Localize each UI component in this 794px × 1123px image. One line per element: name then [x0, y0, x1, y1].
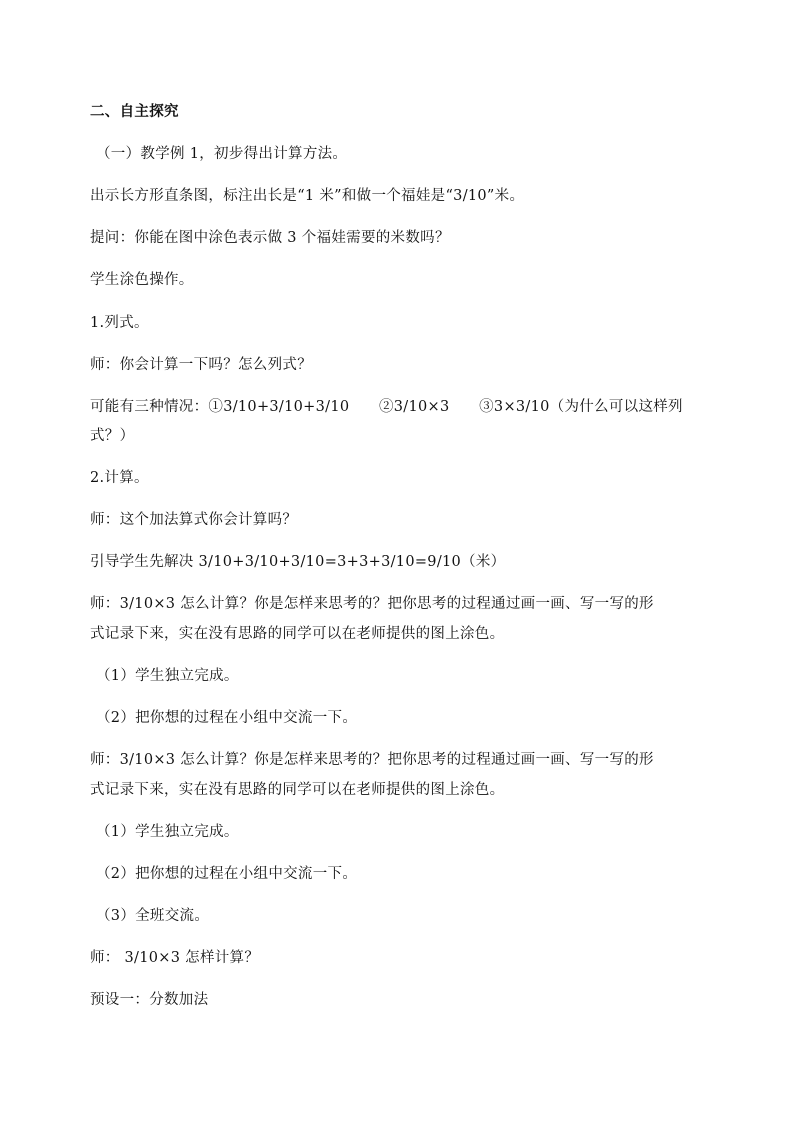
paragraph-students-color: 学生涂色操作。 [90, 272, 194, 288]
paragraph-question: 提问：你能在图中涂色表示做 3 个福娃需要的米数吗？ [90, 230, 450, 246]
paragraph-guide-solve: 引导学生先解决 3/10+3/10+3/10=3+3+3/10=9/10（米） [90, 554, 506, 570]
paragraph-teacher-ask-formula: 师：你会计算一下吗？怎么列式？ [90, 357, 312, 373]
paragraph-three-cases-line1: 可能有三种情况：①3/10+3/10+3/10 ②3/10×3 ③3×3/10（为什么可以这样列 [90, 399, 683, 415]
paragraph-teacher-how-line2-repeat: 式记录下来，实在没有思路的同学可以在老师提供的图上涂色。 [90, 782, 505, 798]
step-1-heading: 1.列式。 [90, 315, 149, 331]
list-item-group-share-repeat: （2）把你想的过程在小组中交流一下。 [96, 866, 358, 882]
paragraph-teacher-how-line1: 师：3/10×3 怎么计算？你是怎样来思考的？把你思考的过程通过画一画、写一写的形 [90, 596, 654, 612]
paragraph-three-cases-line2: 式？） [90, 428, 135, 444]
list-item-class-share: （3）全班交流。 [96, 908, 210, 924]
paragraph-teacher-how-line2: 式记录下来，实在没有思路的同学可以在老师提供的图上涂色。 [90, 626, 505, 642]
section-heading: 二、自主探究 [90, 103, 179, 120]
step-2-heading: 2.计算。 [90, 470, 149, 486]
paragraph-teacher-calc: 师： 3/10×3 怎样计算？ [90, 950, 260, 966]
paragraph-preset-1: 预设一：分数加法 [90, 992, 209, 1008]
subsection-heading: （一）教学例 1，初步得出计算方法。 [96, 146, 348, 162]
paragraph-show-diagram: 出示长方形直条图，标注出长是“1 米”和做一个福娃是“3/10”米。 [90, 188, 525, 204]
list-item-independent-repeat: （1）学生独立完成。 [96, 824, 239, 840]
paragraph-teacher-addition: 师：这个加法算式你会计算吗？ [90, 512, 298, 528]
list-item-independent: （1）学生独立完成。 [96, 668, 239, 684]
list-item-group-share: （2）把你想的过程在小组中交流一下。 [96, 710, 358, 726]
paragraph-teacher-how-line1-repeat: 师：3/10×3 怎么计算？你是怎样来思考的？把你思考的过程通过画一画、写一写的形 [90, 752, 654, 768]
